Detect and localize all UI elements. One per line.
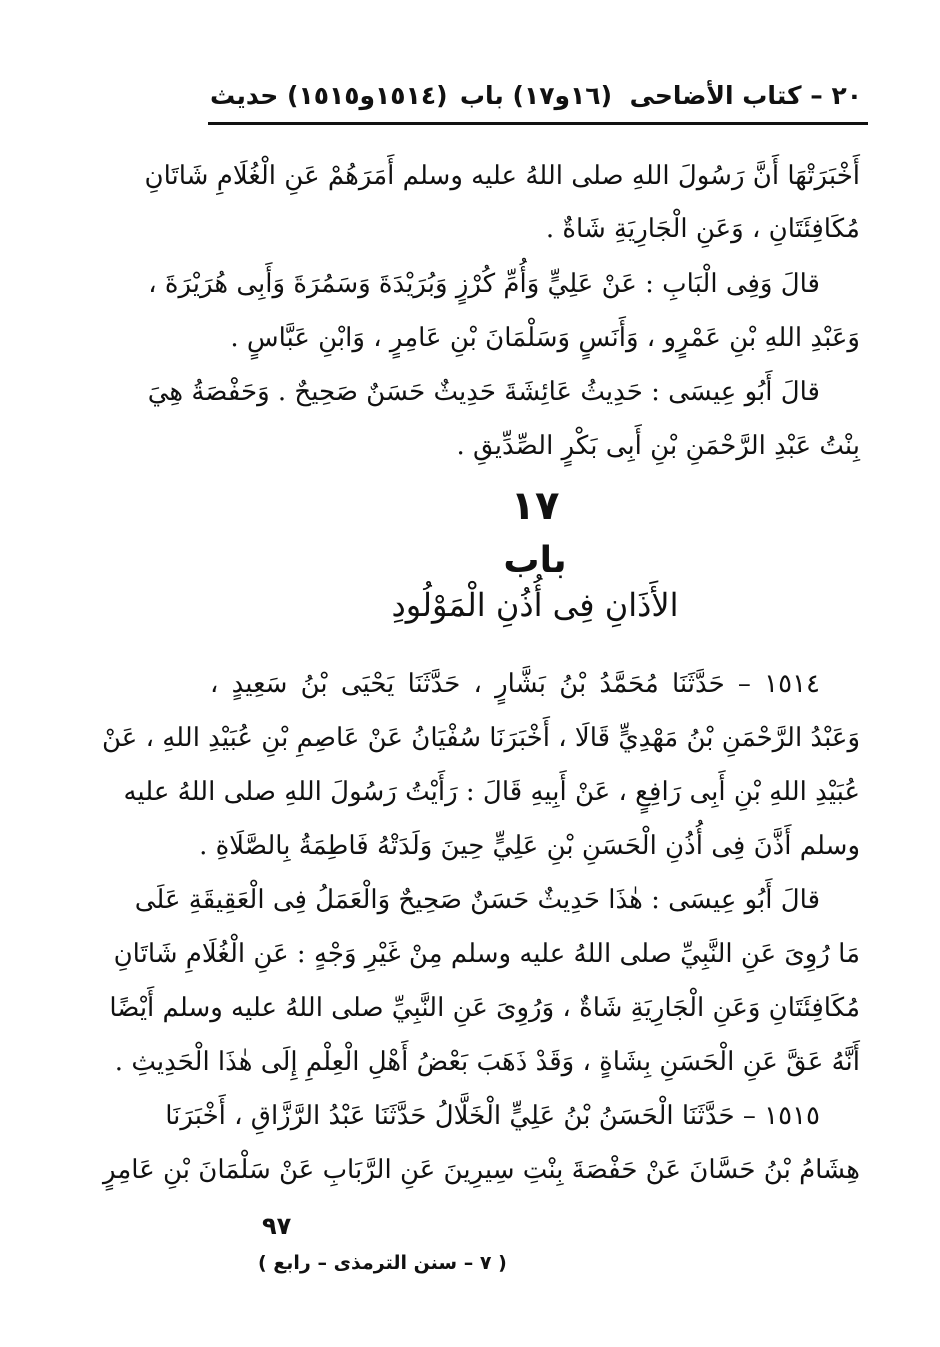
- paragraph2-line2: وَعَبْدِ اللهِ بْنِ عَمْرٍو ، وَأَنَسٍ وَسَلْمَانَ بْنِ عَامِرٍ ، وَابْنِ عَبَّاسٍ .: [230, 323, 860, 353]
- paragraph1-line2: مُكَافِئَتَانِ ، وَعَنِ الْجَارِيَةِ شَاةٌ .: [545, 214, 860, 244]
- paragraph1-line1: أَخْبَرَتْهَا أَنَّ رَسُولَ اللهِ صلى اللهُ عليه وسلم أَمَرَهُمْ عَنِ الْغُلَامِ شَاتَانِ: [144, 161, 860, 191]
- page-number: ٩٧: [262, 1212, 292, 1240]
- chapter-number: ١٧: [510, 483, 560, 529]
- running-header: [210, 72, 862, 120]
- hadith-1514-line2: وَعَبْدُ الرَّحْمَنِ بْنُ مَهْدِيٍّ قَالَا ، أَخْبَرَنَا سُفْيَانُ عَنْ عَاصِمِ بْنِ عُبَيْدِ اللهِ ، عَنْ: [102, 723, 860, 753]
- header-rule: [208, 122, 868, 125]
- commentary-line1: قالَ أَبُو عِيسَى : هٰذَا حَدِيثٌ حَسَنٌ صَحِيحٌ وَالْعَمَلُ فِى الْعَقِيقَةِ عَلَى: [134, 885, 820, 915]
- paragraph2-line1: قالَ وَفِى الْبَابِ : عَنْ عَلِيٍّ وَأُمِّ كُرْزٍ وَبُرَيْدَةَ وَسَمُرَةَ وَأَبِى هُرَيْرَةَ ،: [148, 269, 820, 299]
- header-section: (١٦و١٧) باب: [459, 81, 612, 110]
- hadith-1514-line4: وسلم أَذَّنَ فِى أُذُنِ الْحَسَنِ بْنِ عَلِيٍّ حِينَ وَلَدَتْهُ فَاطِمَةُ بِالصَّلَاةِ .: [199, 831, 860, 861]
- commentary-line3: مُكَافِئَتَانِ وَعَنِ الْجَارِيَةِ شَاةٌ ، وَرُوِىَ عَنِ النَّبِيِّ صلى اللهُ عليه وسلم أَيْضًا: [109, 993, 860, 1023]
- hadith-1514-line3: عُبَيْدِ اللهِ بْنِ أَبِى رَافِعٍ ، عَنْ أَبِيهِ قَالَ : رَأَيْتُ رَسُولَ اللهِ صلى اللهُ عليه: [123, 777, 860, 807]
- commentary-line4: أَنَّهُ عَقَّ عَنِ الْحَسَنِ بِشَاةٍ ، وَقَدْ ذَهَبَ بَعْضُ أَهْلِ الْعِلْمِ إِلَى هٰذَا الْحَدِيثِ .: [114, 1047, 860, 1077]
- chapter-heading: باب: [503, 540, 567, 581]
- hadith-1515-line2: هِشَامُ بْنُ حَسَّانَ عَنْ حَفْصَةَ بِنْتِ سِيرِينَ عَنِ الرَّبَابِ عَنْ سَلْمَانَ بْنِ عَامِرٍ: [103, 1155, 860, 1185]
- paragraph3-line2: بِنْتُ عَبْدِ الرَّحْمَنِ بْنِ أَبِى بَكْرٍ الصِّدِّيقِ .: [456, 431, 860, 461]
- commentary-line2: مَا رُوِىَ عَنِ النَّبِيِّ صلى اللهُ عليه وسلم مِنْ غَيْرِ وَجْهٍ : عَنِ الْغُلَامِ شَاتَانِ: [113, 939, 860, 969]
- hadith-1515-line1: ١٥١٥ – حَدَّثَنَا الْحَسَنُ بْنُ عَلِيٍّ الْخَلَّالُ حَدَّثَنَا عَبْدُ الرَّزَّاقِ ، أَخْبَرَنَا: [165, 1101, 820, 1131]
- header-book-title: ٢٠ – كتاب الأضاحى: [629, 81, 862, 110]
- hadith-1514-line1: ١٥١٤ – حَدَّثَنَا مُحَمَّدُ بْنُ بَشَّارٍ ، حَدَّثَنَا يَحْيَى بْنُ سَعِيدٍ ،: [210, 669, 820, 699]
- paragraph3-line1: قالَ أَبُو عِيسَى : حَدِيثُ عَائِشَةَ حَدِيثٌ حَسَنٌ صَحِيحٌ . وَحَفْصَةُ هِيَ: [147, 377, 820, 407]
- chapter-title: الأَذَانِ فِى أُذُنِ الْمَوْلُودِ: [391, 586, 679, 624]
- signature-mark: ( ٧ – سنن الترمذى – رابع ): [258, 1252, 507, 1274]
- header-hadith-range: (١٥١٤و١٥١٥) حديث: [210, 81, 448, 110]
